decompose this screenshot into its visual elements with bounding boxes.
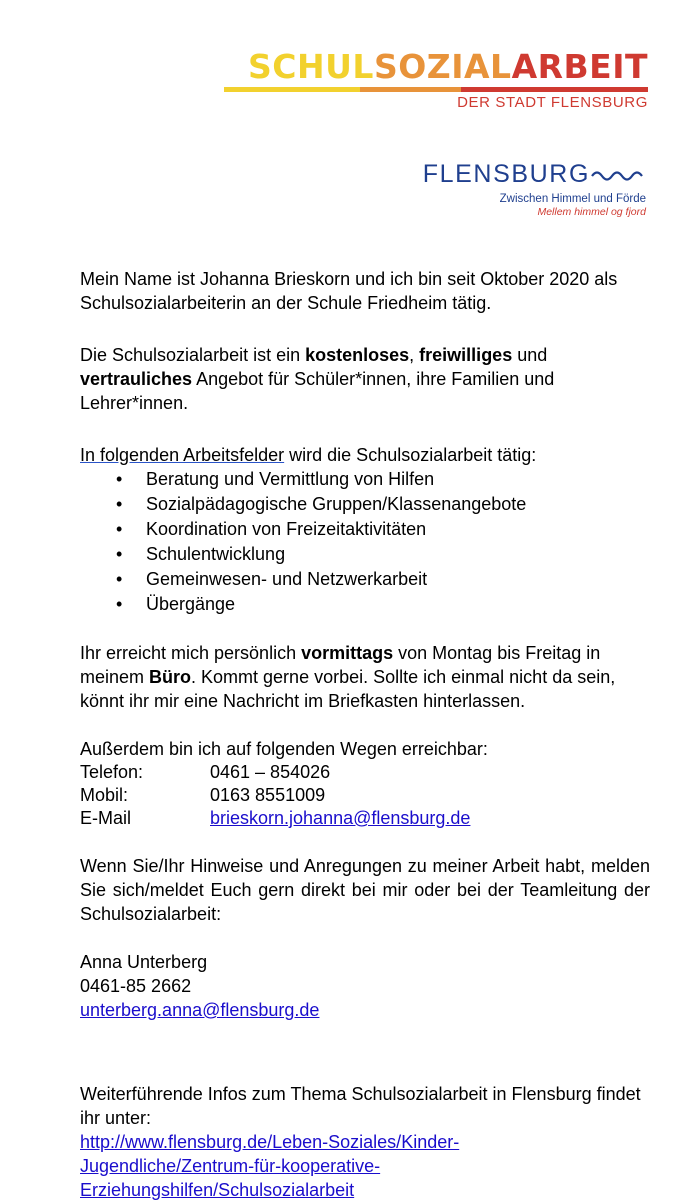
- mobile-label: Mobil:: [80, 785, 129, 805]
- list-item: • Gemeinwesen- und Netzwerkarbeit: [146, 567, 650, 592]
- availability-bold-office: Büro: [149, 667, 192, 687]
- contact-email-row: [80, 807, 650, 830]
- logo-color-bar: [224, 87, 648, 92]
- list-item: • Sozialpädagogische Gruppen/Klassenangebote: [146, 492, 650, 517]
- phone-label: Telefon:: [80, 762, 144, 782]
- city-logo-name: FLENSBURG: [422, 160, 590, 188]
- offer-bold-free: kostenloses: [305, 345, 410, 365]
- list-item: • Schulentwicklung: [146, 542, 650, 567]
- flensburg-city-logo: [423, 160, 646, 219]
- offer-bold-confidential: vertrauliches: [80, 369, 193, 389]
- logo-subtitle: DER STADT FLENSBURG: [457, 94, 648, 111]
- logo-wordmark: [224, 47, 648, 86]
- availability-bold-mornings: vormittags: [301, 643, 394, 663]
- fields-intro-underlined: In folgenden Arbeitsfelder: [80, 445, 285, 465]
- email-link[interactable]: brieskorn.johanna@flensburg.de: [210, 808, 471, 828]
- team-lead-name: Anna Unterberg: [80, 952, 208, 972]
- wave-icon: [590, 167, 646, 183]
- logo-word-part3: ARBEIT: [511, 47, 648, 86]
- list-item: • Koordination von Freizeitaktivitäten: [146, 517, 650, 542]
- availability-paragraph: Ihr erreicht mich persönlich vormittags von Montag bis Freitag in meinem Büro. Kommt gerne vorbei. Sollte ich einmal nicht da sein, könnt ihr mir eine Nachricht im Briefkasten hinterlassen.: [80, 643, 616, 711]
- intro-paragraph: Mein Name ist Johanna Brieskorn und ich bin seit Oktober 2020 als Schulsozialarbeiterin an der Schule Friedheim tätig.: [80, 269, 618, 313]
- fields-intro: In folgenden Arbeitsfelder wird die Schulsozialarbeit tätig:: [80, 445, 537, 465]
- offer-paragraph: Die Schulsozialarbeit ist ein kostenloses, freiwilliges und vertrauliches Angebot für Schüler*innen, ihre Familien und Lehrer*innen.: [80, 345, 555, 413]
- letter-body: [80, 267, 650, 1202]
- email-label: E-Mail: [80, 808, 132, 828]
- city-logo-name-row: [423, 160, 646, 188]
- city-logo-tagline-de: Zwischen Himmel und Förde: [499, 193, 646, 205]
- logo-word-part1: SCHUL: [248, 47, 374, 86]
- team-lead-phone: 0461-85 2662: [80, 976, 192, 996]
- team-lead-email-link[interactable]: unterberg.anna@flensburg.de: [80, 1000, 320, 1020]
- city-logo-tagline-dk: Mellem himmel og fjord: [537, 206, 646, 218]
- phone-value: 0461 – 854026: [210, 762, 331, 782]
- offer-bold-voluntary: freiwilliges: [419, 345, 513, 365]
- schulsozialarbeit-logo: [224, 47, 648, 111]
- fields-list: [80, 467, 650, 617]
- contact-mobile-row: [80, 784, 650, 807]
- more-info-url-link[interactable]: http://www.flensburg.de/Leben-Soziales/Kinder- Jugendliche/Zentrum-für-kooperative- Erziehungshilfen/Schulsozialarbeit: [80, 1132, 460, 1200]
- logo-word-part2: SOZIAL: [373, 47, 512, 86]
- more-info-text: Weiterführende Infos zum Thema Schulsozialarbeit in Flensburg findet ihr unter:: [80, 1084, 641, 1128]
- list-item: • Übergänge: [146, 592, 650, 617]
- contact-intro: Außerdem bin ich auf folgenden Wegen erreichbar:: [80, 739, 488, 759]
- list-item: • Beratung und Vermittlung von Hilfen: [146, 467, 650, 492]
- contact-phone-row: [80, 761, 650, 784]
- mobile-value: 0163 8551009: [210, 785, 326, 805]
- feedback-paragraph: Wenn Sie/Ihr Hinweise und Anregungen zu meiner Arbeit habt, melden Sie sich/meldet Euch gern direkt bei mir oder bei der Teamleitung der Schulsozialarbeit:: [80, 856, 650, 924]
